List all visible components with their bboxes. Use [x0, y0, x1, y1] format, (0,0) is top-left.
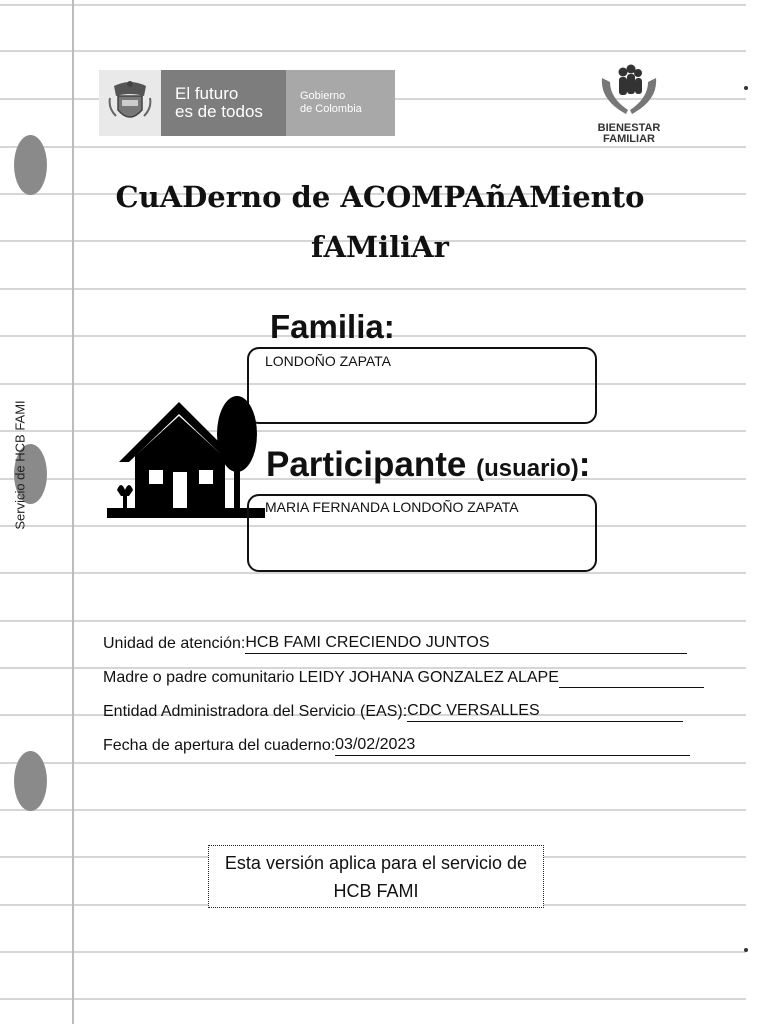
field-value	[559, 667, 704, 688]
icbf-logo-line: FAMILIAR	[603, 133, 655, 145]
entity-line: Gobierno	[300, 90, 346, 102]
familia-value: LONDOÑO ZAPATA	[265, 353, 392, 369]
binder-hole	[14, 751, 47, 811]
field-label: Fecha de apertura del cuaderno:	[103, 737, 336, 754]
bienestar-familiar-logo	[592, 64, 666, 148]
colombia-shield-icon	[99, 70, 161, 136]
gov-entity	[286, 70, 395, 136]
participante-label	[266, 445, 590, 485]
slogan-line: El futuro	[175, 84, 239, 103]
entity-line: de Colombia	[300, 103, 362, 115]
dot-mark	[744, 948, 748, 952]
field-label: Entidad Administradora del Servicio (EAS):	[103, 703, 408, 720]
slogan-line: es de todos	[175, 102, 263, 121]
note-line: HCB FAMI	[333, 881, 419, 901]
field-label: Unidad de atención:	[103, 635, 246, 652]
icbf-logo-line: BIENESTAR	[597, 122, 661, 134]
field-value: HCB FAMI CRECIENDO JUNTOS	[245, 633, 687, 654]
document-title-line2: fAMiliAr	[311, 230, 449, 264]
family-hands-icon	[598, 64, 660, 118]
field-unidad-atencion	[103, 633, 723, 667]
house-tree-icon	[107, 392, 267, 520]
field-fecha-apertura	[103, 735, 723, 769]
field-value: CDC VERSALLES	[407, 701, 683, 722]
field-value: 03/02/2023	[335, 735, 690, 756]
participante-label-text: Participante	[266, 445, 477, 484]
sidebar-vertical-text: Servicio de HCB FAMI	[12, 400, 28, 530]
participante-label-suffix: (usuario)	[476, 455, 579, 482]
gov-slogan	[161, 70, 286, 136]
participante-label-colon: :	[578, 445, 591, 484]
margin-line	[72, 0, 74, 1024]
field-entidad-administradora	[103, 701, 723, 735]
form-fields	[103, 633, 723, 769]
document-title-line1: CuADerno de ACOMPAñAMiento	[115, 180, 645, 214]
participante-box	[247, 494, 597, 572]
binder-hole	[14, 135, 47, 195]
dot-mark	[744, 86, 748, 90]
field-madre-padre-comunitario	[103, 667, 723, 701]
familia-label: Familia:	[270, 308, 395, 345]
note-line: Esta versión aplica para el servicio de	[224, 853, 528, 873]
version-note-box	[208, 845, 544, 908]
gobierno-logo	[99, 70, 395, 136]
familia-box	[247, 347, 597, 424]
participante-value: MARIA FERNANDA LONDOÑO ZAPATA	[265, 499, 519, 515]
field-label: Madre o padre comunitario LEIDY JOHANA GONZALEZ ALAPE	[103, 669, 559, 686]
